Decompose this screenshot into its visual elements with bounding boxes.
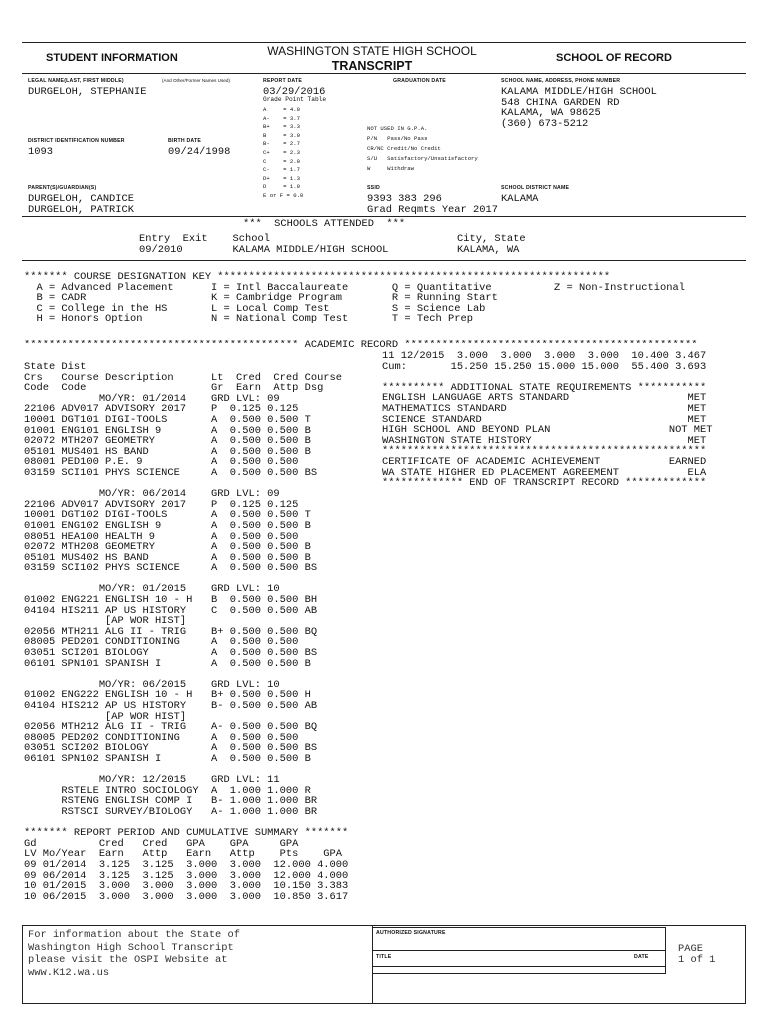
report-date-label: REPORT DATE: [263, 78, 302, 84]
gpa-row: A- = 3.7: [263, 114, 300, 122]
requirement-row: WASHINGTON STATE HISTORY MET: [382, 434, 707, 447]
term-header: MO/YR: 01/2015 GRD LVL: 10: [24, 583, 280, 596]
course-row: 06101 SPN102 SPANISH I A 0.500 0.500 B: [24, 752, 311, 765]
separator-line: ****************************************************: [382, 445, 707, 458]
academic-record-banner: ******************************************** ACADEMIC RECORD ***********************************************: [24, 340, 698, 351]
summary-row: 09 06/2014 3.125 3.125 3.000 3.000 12.000 4.000: [24, 869, 349, 882]
page-label: PAGE: [678, 943, 703, 955]
other-names-label: (And Other/Former Names Used): [162, 78, 230, 83]
school-line: (360) 673-5212: [501, 117, 589, 130]
gpa-row: E or F = 0.0: [263, 191, 304, 199]
course-row: 01002 ENG222 ENGLISH 10 - H B+ 0.500 0.500 H: [24, 689, 311, 702]
legal-name-label: LEGAL NAME(LAST, FIRST MIDDLE): [28, 78, 124, 84]
course-row: 08001 PED100 P.E. 9 A 0.500 0.500: [24, 456, 299, 469]
top-border: [22, 42, 746, 43]
summary-title: ******* REPORT PERIOD AND CUMULATIVE SUMMARY *******: [24, 827, 349, 840]
district-id: 1093: [28, 146, 53, 158]
term-header: MO/YR: 06/2015 GRD LVL: 10: [24, 678, 280, 691]
course-row: 01001 ENG101 ENGLISH 9 A 0.500 0.500 B: [24, 424, 311, 437]
date-label: DATE: [634, 954, 649, 960]
course-row: 22106 ADV017 ADVISORY 2017 P 0.125 0.125: [24, 403, 299, 416]
summary-row: 09 01/2014 3.125 3.125 3.000 3.000 12.000 4.000: [24, 858, 349, 871]
school-address: [501, 87, 657, 129]
not-used-legend: [367, 124, 478, 174]
footer-left-edge: [22, 925, 23, 1004]
course-row: RSTENG ENGLISH COMP I B- 1.000 1.000 BR: [24, 795, 318, 808]
key-line: C = College in the HS L = Local Comp Test S = Science Lab: [24, 302, 486, 315]
course-row: 02056 MTH212 ALG II - TRIG A- 0.500 0.500 BQ: [24, 721, 318, 734]
achievement-row: WA STATE HIGHER ED PLACEMENT AGREEMENT ELA: [382, 466, 707, 479]
header-divider: [22, 73, 746, 74]
term-header: MO/YR: 06/2014 GRD LVL: 09: [24, 488, 280, 501]
gpa-row: B+ = 3.3: [263, 123, 300, 131]
ospi-website-link[interactable]: www.K12.wa.us: [28, 966, 110, 979]
gpa-table: [263, 106, 303, 201]
transcript-title: TRANSCRIPT: [331, 59, 413, 73]
gpa-row: A = 4.0: [263, 106, 300, 113]
course-row: 08005 PED201 CONDITIONING A 0.500 0.500: [24, 636, 299, 649]
gpa-row: B- = 2.7: [263, 140, 300, 148]
authorized-signature-label: AUTHORIZED SIGNATURE: [376, 930, 446, 936]
course-row: 04104 HIS211 AP US HISTORY C 0.500 0.500 AB: [24, 604, 318, 617]
course-row: 05101 MUS402 HS BAND A 0.500 0.500 B: [24, 551, 311, 564]
attended-row: 09/2010 KALAMA MIDDLE/HIGH SCHOOL KALAMA, WA: [139, 244, 520, 256]
footer-bottom-line: [22, 1003, 746, 1004]
gpa-row: D+ = 1.3: [263, 174, 300, 182]
summary-row: 10 06/2015 3.000 3.000 3.000 3.000 10.850 3.617: [24, 890, 349, 903]
course-row: 02072 MTH208 GEOMETRY A 0.500 0.500 B: [24, 541, 311, 554]
requirement-row: HIGH SCHOOL AND BEYOND PLAN NOT MET: [382, 424, 713, 437]
school-line: 548 CHINA GARDEN RD: [501, 96, 620, 109]
academic-record-right: [382, 351, 712, 489]
course-row: 06101 SPN101 SPANISH I A 0.500 0.500 B: [24, 657, 311, 670]
course-row: 03159 SCI102 PHYS SCIENCE A 0.500 0.500 BS: [24, 562, 318, 575]
report-date: 03/29/2016: [263, 86, 326, 98]
course-row: 22106 ADV017 ADVISORY 2017 P 0.125 0.125: [24, 498, 299, 511]
attended-top-line: [22, 216, 746, 217]
cumulative-row: Cum: 15.250 15.250 15.000 15.000 55.400 3.693: [382, 360, 707, 373]
course-row: 01001 ENG102 ENGLISH 9 A 0.500 0.500 B: [24, 519, 311, 532]
course-note: [AP WOR HIST]: [24, 710, 187, 723]
parent-label: PARENT(S)/GUARDIAN(S): [28, 185, 97, 191]
legend-line: S/U Satisfactory/Unsatisfactory: [367, 155, 478, 162]
summary-header: LV Mo/Year Earn Attp Earn Attp Pts GPA: [24, 848, 343, 861]
birth-date-label: BIRTH DATE: [168, 138, 202, 144]
graduation-date-label: GRADUATION DATE: [393, 78, 446, 84]
legend-line: W Withdraw: [367, 165, 414, 172]
legal-name: DURGELOH, STEPHANIE: [28, 86, 147, 98]
parent-2: DURGELOH, PATRICK: [28, 204, 135, 216]
summary-header: Gd Cred Cred GPA GPA GPA: [24, 837, 299, 850]
academic-record-left: [24, 362, 348, 902]
end-of-record: ************* END OF TRANSCRIPT RECORD *************: [382, 477, 707, 490]
requirement-row: SCIENCE STANDARD MET: [382, 413, 707, 426]
schools-attended-title: *** SCHOOLS ATTENDED ***: [243, 218, 406, 230]
ssid-label: SSID: [367, 185, 380, 191]
course-row: 05101 MUS401 HS BAND A 0.500 0.500 B: [24, 445, 311, 458]
requirement-row: ENGLISH LANGUAGE ARTS STANDARD MET: [382, 392, 707, 405]
gpa-row: B = 3.0: [263, 131, 300, 139]
summary-row: 10 01/2015 3.000 3.000 3.000 3.000 10.150 3.383: [24, 880, 349, 893]
attended-bottom-line: [22, 260, 746, 261]
term-header: MO/YR: 12/2015 GRD LVL: 11: [24, 774, 280, 787]
key-line: ******* COURSE DESIGNATION KEY ***************************************************************: [24, 271, 611, 283]
school-name-label: SCHOOL NAME, ADDRESS, PHONE NUMBER: [501, 78, 621, 84]
gpa-table-title: Grade Point Table: [263, 96, 327, 103]
summary-row: 11 12/2015 3.000 3.000 3.000 3.000 10.400 3.467: [382, 350, 707, 362]
course-row: RSTELE INTRO SOCIOLOGY A 1.000 1.000 R: [24, 784, 311, 797]
course-row: RSTSCI SURVEY/BIOLOGY A- 1.000 1.000 BR: [24, 805, 318, 818]
course-row: 08005 PED202 CONDITIONING A 0.500 0.500: [24, 731, 299, 744]
page-value: 1 of 1: [678, 954, 716, 966]
requirement-row: MATHEMATICS STANDARD MET: [382, 402, 707, 415]
course-row: 08051 HEA100 HEALTH 9 A 0.500 0.500: [24, 530, 299, 543]
course-row: 01002 ENG221 ENGLISH 10 - H B 0.500 0.500 BH: [24, 594, 318, 607]
gpa-row: C- = 1.7: [263, 166, 300, 174]
record-line: Code Code Gr Earn Attp Dsg: [24, 382, 324, 395]
course-row: 02056 MTH211 ALG II - TRIG B+ 0.500 0.500 BQ: [24, 625, 318, 638]
grad-reqmts: Grad Reqmts Year 2017: [367, 204, 498, 216]
course-note: [AP WOR HIST]: [24, 615, 187, 628]
footer-right-edge: [745, 925, 746, 1004]
school-district: KALAMA: [501, 193, 539, 205]
course-row: 10001 DGT101 DIGI-TOOLS A 0.500 0.500 T: [24, 413, 311, 426]
state-title: WASHINGTON STATE HIGH SCHOOL: [267, 44, 477, 58]
legend-line: NOT USED IN G.P.A.: [367, 125, 428, 132]
parent-1: DURGELOH, CANDICE: [28, 193, 135, 205]
school-line: KALAMA, WA 98625: [501, 107, 601, 120]
requirements-title: ********** ADDITIONAL STATE REQUIREMENTS ***********: [382, 381, 707, 394]
gpa-row: C+ = 2.3: [263, 148, 300, 156]
course-row: 03051 SCI201 BIOLOGY A 0.500 0.500 BS: [24, 647, 318, 660]
record-line: Crs Course Description Lt Cred Cred Course: [24, 371, 343, 384]
course-designation-key: [24, 272, 685, 325]
school-line: KALAMA MIDDLE/HIGH SCHOOL: [501, 86, 657, 98]
course-row: 03051 SCI202 BIOLOGY A 0.500 0.500 BS: [24, 742, 318, 755]
ssid: 9393 383 296: [367, 193, 442, 205]
school-district-label: SCHOOL DISTRICT NAME: [501, 185, 570, 191]
info-line: Washington High School Transcript: [28, 941, 234, 954]
info-line: please visit the OSPI Website at: [28, 954, 228, 966]
title-label: TITLE: [376, 954, 392, 960]
student-info-heading: STUDENT INFORMATION: [46, 52, 178, 64]
school-of-record-heading: SCHOOL OF RECORD: [556, 52, 672, 64]
key-line: A = Advanced Placement I = Intl Baccalaureate Q = Quantitative Z = Non-Instructional: [24, 281, 685, 294]
ospi-info: [28, 929, 240, 979]
legend-line: P/N Pass/No Pass: [367, 135, 428, 142]
gpa-row: D = 1.0: [263, 183, 300, 191]
title-date-box[interactable]: [372, 950, 666, 974]
key-line: B = CADR K = Cambridge Program R = Running Start: [24, 292, 498, 305]
course-row: 04104 HIS212 AP US HISTORY B- 0.500 0.500 AB: [24, 700, 318, 712]
birth-date: 09/24/1998: [168, 146, 231, 158]
term-header: MO/YR: 01/2014 GRD LVL: 09: [24, 392, 280, 405]
info-line: For information about the State of: [28, 929, 241, 941]
course-row: 03159 SCI101 PHYS SCIENCE A 0.500 0.500 BS: [24, 466, 318, 479]
footer-top-line: [22, 925, 746, 926]
record-line: State Dist: [24, 361, 87, 373]
gpa-row: C = 2.0: [263, 157, 300, 165]
attended-header: Entry Exit School City, State: [139, 233, 526, 245]
district-id-label: DISTRICT IDENTIFICATION NUMBER: [28, 138, 125, 144]
course-row: 02072 MTH207 GEOMETRY A 0.500 0.500 B: [24, 435, 311, 448]
achievement-row: CERTIFICATE OF ACADEMIC ACHIEVEMENT EARNED: [382, 455, 707, 468]
key-line: H = Honors Option N = National Comp Test T = Tech Prep: [24, 313, 473, 326]
course-row: 10001 DGT102 DIGI-TOOLS A 0.500 0.500 T: [24, 509, 311, 522]
legend-line: CR/NC Credit/No Credit: [367, 145, 441, 152]
